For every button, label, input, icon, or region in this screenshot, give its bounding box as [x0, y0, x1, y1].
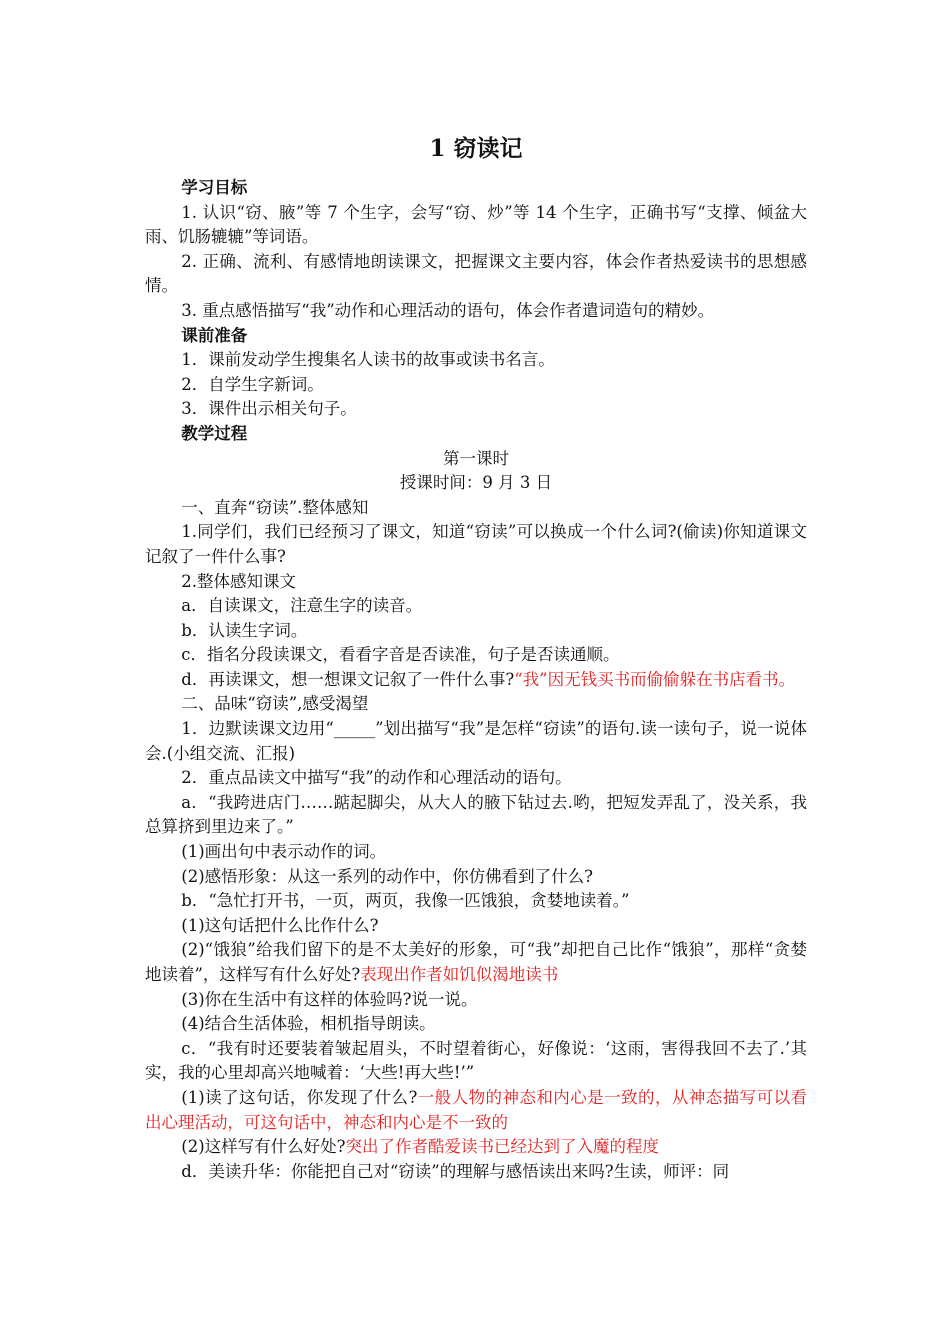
paragraph: (1)这句话把什么比作什么? — [181, 915, 379, 935]
paragraph — [145, 1135, 807, 1160]
paragraph: c．“我有时还要装着皱起眉头，不时望着街心，好像说：‘这雨，害得我回不去了.’其实，我的心里却高兴地喊着：‘大些!再大些!’” — [145, 1038, 807, 1083]
goal-item: 3. 重点感悟描写“我”动作和心理活动的语句，体会作者遣词造句的精妙。 — [181, 300, 715, 320]
question-text: (2)这样写有什么好处? — [181, 1137, 346, 1157]
answer-text: 表现出作者如饥似渴地读书 — [360, 965, 559, 984]
paragraph: 1．边默读课文边用“_____”划出描写“我”是怎样“窃读”的语句.读一读句子，说一说体会.(小组交流、汇报) — [145, 719, 807, 763]
paragraph: d．美读升华：你能把自己对“窃读”的理解与感悟读出来吗?生读，师评：同 — [181, 1161, 730, 1181]
paragraph: b．认读生字词。 — [181, 620, 308, 640]
answer-text: “我”因无钱买书而偷偷躲在书店看书。 — [514, 669, 796, 689]
paragraph: b．“急忙打开书，一页，两页，我像一匹饿狼，贪婪地读着。” — [181, 891, 630, 911]
process-heading: 教学过程 — [181, 423, 248, 443]
paragraph: (1)画出句中表示动作的词。 — [181, 842, 387, 862]
paragraph: 2．重点品读文中描写“我”的动作和心理活动的语句。 — [181, 768, 572, 788]
question-text: d．再读课文，想一想课文记叙了一件什么事? — [181, 669, 515, 689]
goals-heading: 学习目标 — [181, 178, 248, 197]
answer-text: 一般人物的神态和内心是一致的，从神态描写可以看出心理活动，可这句话中，神态和内心是不一致的 — [145, 1087, 808, 1132]
paragraph: (4)结合生活体验，相机指导朗读。 — [181, 1014, 436, 1034]
paragraph: c．指名分段读课文，看看字音是否读准，句子是否读通顺。 — [181, 645, 620, 665]
lesson-time: 授课时间：9 月 3 日 — [399, 473, 553, 493]
paragraph: (3)你在生活中有这样的体验吗?说一说。 — [181, 989, 478, 1009]
lesson-period: 第一课时 — [443, 448, 509, 468]
document-page — [145, 128, 807, 1184]
paragraph — [145, 1086, 807, 1135]
prep-item: 1．课前发动学生搜集名人读书的故事或读书名言。 — [181, 350, 555, 370]
paragraph: (2)感悟形象：从这一系列的动作中，你仿佛看到了什么? — [181, 866, 594, 886]
paragraph: 1.同学们，我们已经预习了课文，知道“窃读”可以换成一个什么词?(偷读)你知道课文记叙了一件什么事? — [145, 522, 807, 566]
part-title: 二、品味“窃读”,感受渴望 — [181, 694, 369, 714]
paragraph: 2.整体感知课文 — [181, 571, 297, 591]
answer-text: 突出了作者酷爱读书已经达到了入魔的程度 — [345, 1137, 660, 1157]
goal-item: 2. 正确、流利、有感情地朗读课文，把握课文主要内容，体会作者热爱读书的思想感情。 — [145, 251, 807, 296]
prep-item: 3．课件出示相关句子。 — [181, 399, 357, 419]
paragraph — [145, 938, 807, 987]
paragraph: a．自读课文，注意生字的读音。 — [181, 596, 423, 616]
prep-heading: 课前准备 — [181, 325, 248, 345]
prep-item: 2．自学生字新词。 — [181, 374, 324, 394]
paragraph — [145, 668, 807, 693]
page-title: 1 窃读记 — [429, 135, 523, 162]
question-text: (2)“饿狼”给我们留下的是不太美好的形象，可“我”却把自己比作“饿狼”，那样“贪婪地读着”，这样写有什么好处? — [145, 940, 807, 984]
goal-item: 1. 认识“窃、腋”等 7 个生字，会写“窃、炒”等 14 个生字，正确书写“支撑、倾盆大雨、饥肠辘辘”等词语。 — [145, 202, 807, 247]
part-title: 一、直奔“窃读”.整体感知 — [181, 497, 369, 517]
paragraph: a．“我跨进店门……踮起脚尖，从大人的腋下钻过去.哟，把短发弄乱了，没关系，我总算挤到里边来了。” — [145, 792, 807, 837]
question-text: (1)读了这句话，你发现了什么? — [181, 1087, 418, 1107]
